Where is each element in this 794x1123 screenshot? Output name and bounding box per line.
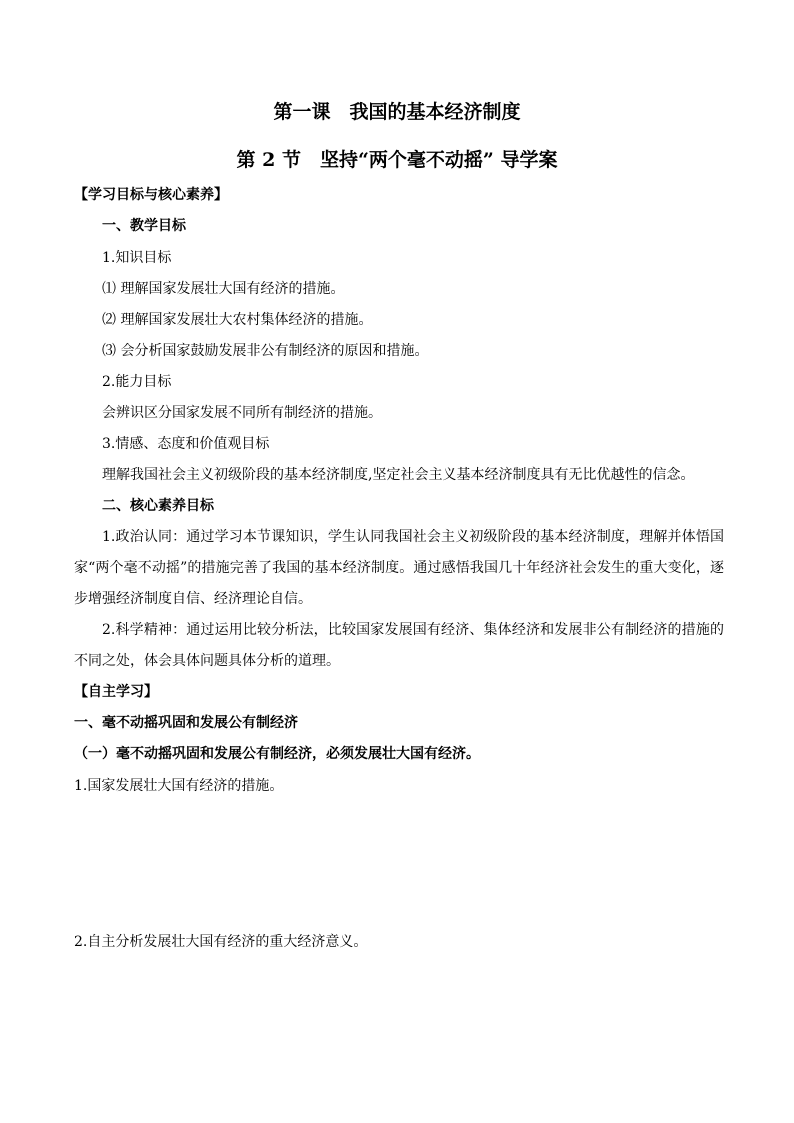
self-study-heading: 【自主学习】 (74, 684, 158, 700)
question-2: 2.自主分析发展壮大国有经济的重大经济意义。 (74, 934, 368, 950)
core-goal-paragraph-2: 2.科学精神：通过运用比较分析法，比较国家发展国有经济、集体经济和发展非公有制经济的措施的不同之处，体会具体问题具体分析的道理。 (74, 622, 724, 669)
part-one-subheading: （一）毫不动摇巩固和发展公有制经济，必须发展壮大国有经济。 (74, 746, 480, 762)
core-goals-heading: 二、核心素养目标 (102, 498, 214, 514)
section-title: 第 2 节 坚持“两个毫不动摇” 导学案 (236, 149, 558, 171)
knowledge-item-2: ⑵ 理解国家发展壮大农村集体经济的措施。 (102, 312, 373, 328)
part-one-heading: 一、毫不动摇巩固和发展公有制经济 (74, 715, 298, 731)
knowledge-item-3: ⑶ 会分析国家鼓励发展非公有制经济的原因和措施。 (102, 343, 429, 359)
ability-goal-heading: 2.能力目标 (102, 374, 172, 390)
knowledge-goal-heading: 1.知识目标 (102, 250, 172, 266)
goals-heading: 【学习目标与核心素养】 (74, 187, 228, 203)
core-goal-paragraph-1: 1.政治认同：通过学习本节课知识，学生认同我国社会主义初级阶段的基本经济制度，理解并体悟国家“两个毫不动摇”的措施完善了我国的基本经济制度。通过感悟我国几十年经济社会发生的重大变化，逐步增强经济制度自信、经济理论自信。 (74, 529, 724, 607)
knowledge-item-1: ⑴ 理解国家发展壮大国有经济的措施。 (102, 281, 345, 297)
lesson-title: 第一课 我国的基本经济制度 (273, 101, 521, 123)
emotion-goal-text: 理解我国社会主义初级阶段的基本经济制度,坚定社会主义基本经济制度具有无比优越性的信念。 (102, 467, 695, 483)
teaching-goals-heading: 一、教学目标 (102, 218, 186, 234)
emotion-goal-heading: 3.情感、态度和价值观目标 (102, 436, 270, 452)
ability-goal-text: 会辨识区分国家发展不同所有制经济的措施。 (102, 405, 382, 421)
question-1: 1.国家发展壮大国有经济的措施。 (74, 778, 284, 794)
